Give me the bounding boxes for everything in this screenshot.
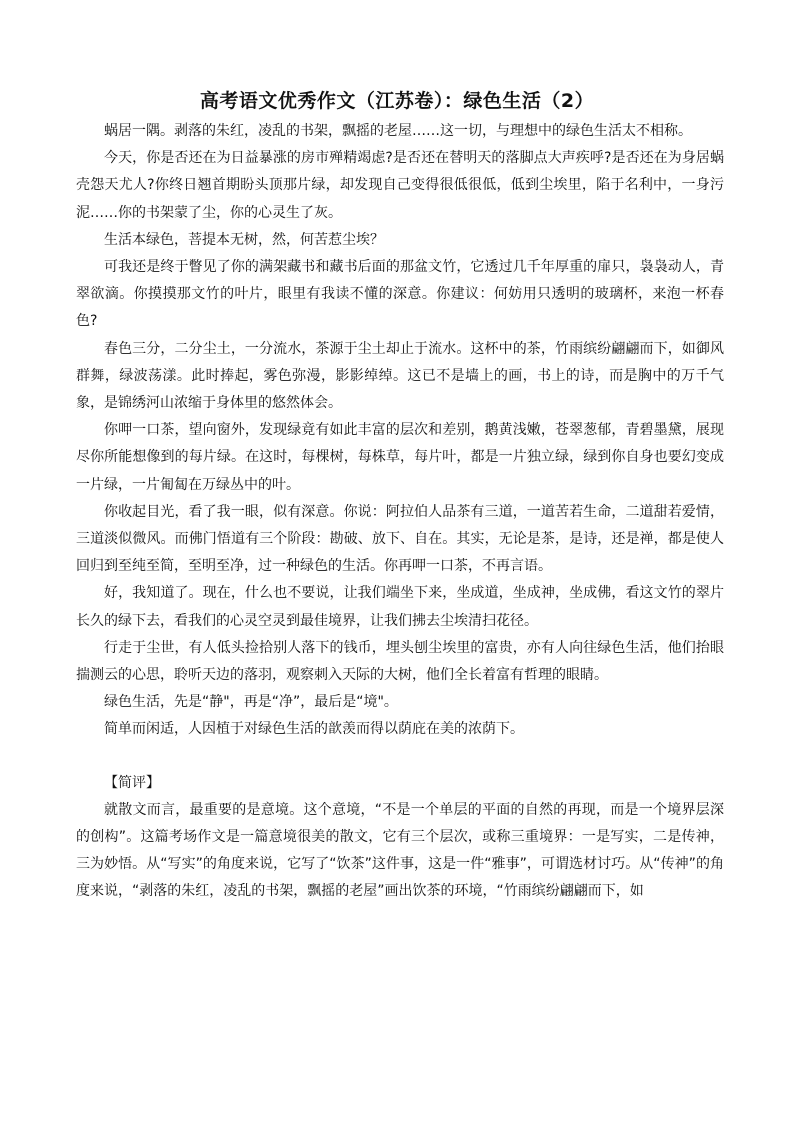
paragraph: 你收起目光，看了我一眼，似有深意。你说：阿拉伯人品茶有三道，一道苦若生命，二道甜若爱情，三道淡似微风。而佛门悟道有三个阶段：勘破、放下、自在。其实，无论是茶，是诗，还是禅，都是使人回归到至纯至简，至明至净，过一种绿色的生活。你再呷一口茶，不再言语。 bbox=[76, 503, 724, 575]
paragraph: 生活本绿色，菩提本无树，然，何苦惹尘埃？ bbox=[104, 231, 384, 248]
essay-body bbox=[76, 118, 724, 906]
paragraph: 行走于尘世，有人低头捡拾别人落下的钱币，埋头刨尘埃里的富贵，亦有人向往绿色生活，他们抬眼揣测云的心思，聆听天边的落羽，观察刺入天际的大树，他们全长着富有哲理的眼睛。 bbox=[76, 639, 724, 684]
paragraph: 简单而闲适，人因植于对绿色生活的歆羡而得以荫庇在美的浓荫下。 bbox=[104, 721, 524, 738]
paragraph: 今天，你是否还在为日益暴涨的房市殚精竭虑?是否还在替明天的落脚点大声疾呼?是否还在为身居蜗壳怨天尤人?你终日翘首期盼头顶那片绿，却发现自己变得很低很低，低到尘埃里，陷于名利中，一身污泥……你的书架蒙了尘，你的心灵生了灰。 bbox=[76, 150, 724, 221]
paragraph: 春色三分，二分尘土，一分流水，茶源于尘土却止于流水。这杯中的茶，竹雨缤纷翩翩而下，如御风群舞，绿波荡漾。此时捧起，雾色弥漫，影影绰绰。这已不是墙上的画，书上的诗，而是胸中的万千气象，是锦绣河山浓缩于身体里的悠然体会。 bbox=[76, 340, 724, 412]
paragraph: 蜗居一隅。剥落的朱红，凌乱的书架，飘摇的老屋……这一切，与理想中的绿色生活太不相称。 bbox=[104, 123, 692, 139]
page-title: 高考语文优秀作文（江苏卷）：绿色生活（2） bbox=[199, 90, 595, 112]
paragraph: 绿色生活，先是“静"，再是“净”，最后是“境"。 bbox=[104, 694, 398, 711]
paragraph: 好，我知道了。现在，什么也不要说，让我们端坐下来，坐成道，坐成神，坐成佛，看这文竹的翠片长久的绿下去，看我们的心灵空灵到最佳境界，让我们拂去尘埃清扫花径。 bbox=[76, 585, 724, 629]
review-text: 就散文而言，最重要的是意境。这个意境，“不是一个单层的平面的自然的再现，而是一个境界层深的创构”。这篇考场作文是一篇意境很美的散文，它有三个层次，或称三重境界：一是写实，二是传神，三为妙悟。从“写实”的角度来说，它写了“饮茶”这件事，这是一件“雅事”，可谓选材讨巧。从“传神”的角度来说，“剥落的朱红，凌乱的书架，飘摇的老屋”画出饮茶的环境，“竹雨缤纷翩翩而下，如 bbox=[76, 801, 724, 900]
paragraph: 可我还是终于瞥见了你的满架藏书和藏书后面的那盆文竹，它透过几千年厚重的扉只，袅袅动人，青翠欲滴。你摸摸那文竹的叶片，眼里有我读不懂的深意。你建议：何妨用只透明的玻璃杯，来泡一杯春色? bbox=[76, 259, 724, 330]
review-heading: 【简评】 bbox=[104, 774, 160, 791]
paragraph: 你呷一口茶，望向窗外，发现绿竟有如此丰富的层次和差别，鹅黄浅嫩，苍翠葱郁，青碧墨黛，展现尽你所能想像到的每片绿。在这时，每棵树，每株草，每片叶，都是一片独立绿，绿到你自身也要幻变成一片绿，一片匍匐在万绿丛中的叶。 bbox=[76, 422, 724, 493]
